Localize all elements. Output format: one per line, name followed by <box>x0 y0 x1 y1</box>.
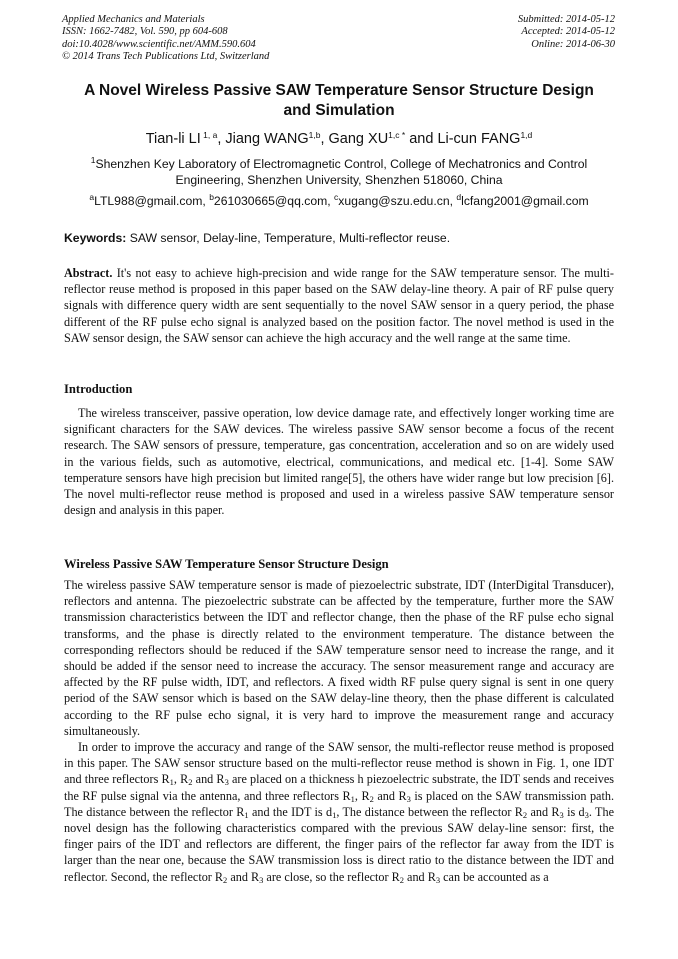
author-name: , Jiang WANG <box>217 131 309 147</box>
introduction-heading: Introduction <box>64 382 133 396</box>
author-name: and Li-cun FANG <box>409 131 521 147</box>
author-affiliation-mark: 1, a <box>200 130 218 140</box>
journal-header-left <box>62 14 269 64</box>
email-mark: c <box>334 192 339 202</box>
affiliation-line1: Shenzhen Key Laboratory of Electromagnetic Control, College of Mechatronics and Control <box>95 157 588 171</box>
affiliation-mark: 1 <box>90 155 96 165</box>
section-paragraph-2: In order to improve the accuracy and range of the SAW sensor, the multi-reflector reuse method is proposed in this paper. The SAW sensor structure based on the multi-reflector reuse method is shown in Fig. 1, one IDT and three reflectors $R_1$, $R_2$ and $R_3$ are placed on a thickness h piezoelectric substrate, the IDT sends and receives the RF pulse signal via the antenna, and three reflectors $R_1$, $R_2$ and $R_3$ is placed on the SAW transmission path. The distance between the reflector $R_1$ and the IDT is $d_1$, The distance between the reflector $R_2$ and $R_3$ is $d_3$. The novel design has the following characteristics compared with the previous SAW delay-line sensor: first, the finger pairs of the IDT and reflectors are different, the finger pairs of the reflector far away from the IDT is larger than the near one, because the SAW transmission loss is direct ratio to the distance between the IDT and reflector. Second, the reflector $R_2$ and $R_3$ are close, so the reflector $R_2$ and $R_3$ can be accounted as a <box>64 740 614 885</box>
journal-copyright: © 2014 Trans Tech Publications Ltd, Switzerland <box>62 51 270 63</box>
journal-doi: doi:10.4028/www.scientific.net/AMM.590.604 <box>62 38 256 50</box>
paper-title-line2: and Simulation <box>283 102 395 119</box>
email-mark: b <box>209 192 214 202</box>
email-mark: a <box>89 192 95 202</box>
journal-header-right <box>518 14 615 51</box>
affiliation <box>60 156 618 188</box>
email-mark: d <box>456 192 462 202</box>
email-address: LTL988@gmail.com, <box>94 194 210 208</box>
author-affiliation-mark: 1,d <box>520 130 533 140</box>
date-submitted: Submitted: 2014-05-12 <box>517 14 615 25</box>
email-address: lcfang2001@gmail.com <box>461 194 589 208</box>
author-list <box>40 130 638 148</box>
section-body <box>64 577 614 885</box>
affiliation-line2: Engineering, Shenzhen University, Shenzhen 518060, China <box>175 173 503 187</box>
author-name: Tian-li LI <box>145 131 201 147</box>
keywords-label: Keywords: <box>64 231 127 245</box>
paper-title <box>40 81 638 121</box>
author-affiliation-mark: 1,b <box>308 130 321 140</box>
abstract-label: Abstract. <box>64 266 113 280</box>
paper-title-line1: A Novel Wireless Passive SAW Temperature Sensor Structure Design <box>84 82 594 99</box>
section-paragraph-1: The wireless passive SAW temperature sensor is made of piezoelectric substrate, IDT (InterDigital Transducer), reflectors and antenna. The piezoelectric substrate can be affected by the temperature, further more the SAW transmission characteristics between the IDT and reflector change, then the phase of the RF pulse echo signal transforms, and the phase is directly related to the environment temperature. The distance between the corresponding reflectors should be reduced if the SAW temperature sensor need to increase the range, and it should be added if the sensor need to increase the accuracy. The sensor measurement range and accuracy are affected by the RF pulse width, IDT, and reflectors. A fixed width RF pulse query signal is sent in one query period of the SAW sensor which is based on the SAW delay-line theory, then the phase different is calculated according to the RF pulse echo signal, it is very hard to improve the measurement range and accuracy simultaneously. <box>64 578 614 738</box>
author-name: , Gang XU <box>320 131 389 147</box>
date-online: Online: 2014-06-30 <box>531 38 615 50</box>
keywords-text: SAW sensor, Delay-line, Temperature, Multi-reflector reuse. <box>126 231 451 245</box>
date-accepted: Accepted: 2014-05-12 <box>521 26 615 38</box>
author-affiliation-mark: 1,c * <box>388 130 406 140</box>
author-emails <box>40 193 638 209</box>
abstract <box>64 265 614 346</box>
email-address: 261030665@qq.com, <box>213 194 335 208</box>
keywords <box>64 230 450 246</box>
journal-name: Applied Mechanics and Materials <box>62 14 205 25</box>
introduction-paragraph: The wireless transceiver, passive operation, low device damage rate, and effectively longer working time are significant characters for the SAW devices. The wireless passive SAW sensor become a focus of the recent research. The SAW sensors of pressure, temperature, gas concentration, acceleration and so on are widely used in the various fields, such as automotive, electrical, communications, and medical etc. [1-4]. Some SAW temperature sensors have high precision but limited range[5], the others have wider range but low precision [6]. The novel multi-reflector reuse method is proposed and used in a wireless passive SAW temperature sensor design and analysis in this paper. <box>64 406 614 518</box>
section-heading: Wireless Passive SAW Temperature Sensor Structure Design <box>64 557 389 571</box>
email-address: xugang@szu.edu.cn, <box>338 194 457 208</box>
abstract-text: It's not easy to achieve high-precision and wide range for the SAW temperature sensor. The multi-reflector reuse method is proposed in this paper based on the SAW delay-line theory. A pair of RF pulse query signals with difference query width are sent sequentially to the novel SAW sensor in a query period, the phase different of the RF pulse echo signal is analyzed based on the position factor. The novel method is used in the SAW sensor design, the SAW sensor can achieve the high accuracy and the well range at the same time. <box>64 266 614 345</box>
journal-issn: ISSN: 1662-7482, Vol. 590, pp 604-608 <box>62 26 228 38</box>
introduction-body <box>64 405 614 518</box>
